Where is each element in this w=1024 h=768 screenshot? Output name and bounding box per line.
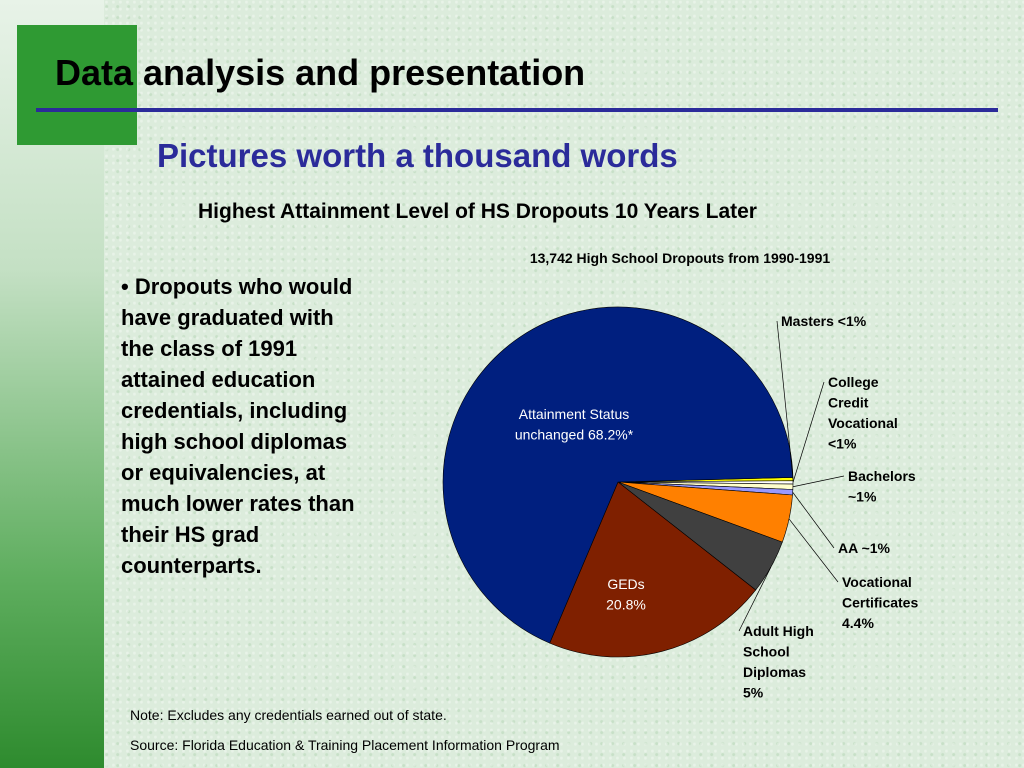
leader-line xyxy=(789,519,838,582)
footnote: Note: Excludes any credentials earned out of state. xyxy=(130,707,447,723)
slice-label: Attainment Status unchanged 68.2%* xyxy=(514,406,634,443)
slice-label: Adult High School Diplomas 5% xyxy=(743,623,814,701)
slice-label: Bachelors ~1% xyxy=(848,468,916,505)
bullet-text: Dropouts who would have graduated with the class of 1991 attained education credentials, including high school diplomas or equivalencies, at much lower rates than their HS grad counterparts. xyxy=(121,274,355,578)
slice-label: AA ~1% xyxy=(838,540,891,556)
bullet-marker: • xyxy=(121,274,129,299)
leader-line xyxy=(793,476,844,487)
slice-label: Masters <1% xyxy=(781,313,867,329)
slide-title: Data analysis and presentation xyxy=(55,52,586,93)
slice-label: College Credit Vocational <1% xyxy=(828,374,898,452)
leader-line xyxy=(793,492,834,548)
slice-label: Vocational Certificates 4.4% xyxy=(842,574,919,631)
source-note: Source: Florida Education & Training Placement Information Program xyxy=(130,737,560,753)
slide-subtitle: Pictures worth a thousand words xyxy=(157,137,678,174)
slice-label: GEDs 20.8% xyxy=(606,576,646,613)
chart-title: Highest Attainment Level of HS Dropouts 10 Years Later xyxy=(198,200,757,223)
chart-subtitle: 13,742 High School Dropouts from 1990-1991 xyxy=(529,250,831,266)
leader-line xyxy=(793,382,824,482)
